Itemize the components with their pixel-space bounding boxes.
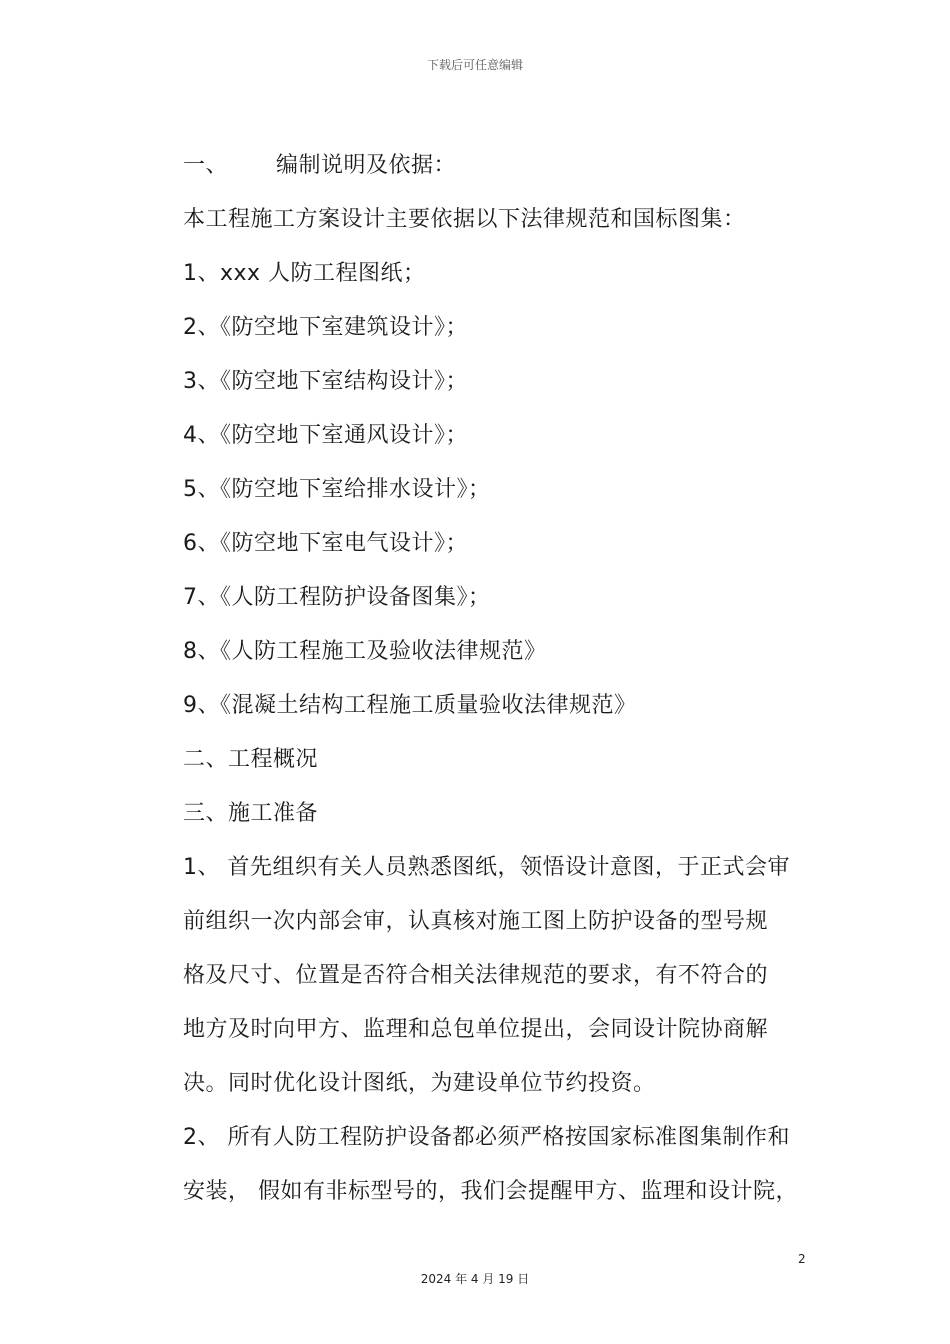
paragraph-line: 1、 首先组织有关人员熟悉图纸，领悟设计意图，于正式会审 [183, 855, 790, 880]
prep-paragraph-2 [183, 1111, 823, 1219]
header-note: 下载后可任意编辑 [426, 58, 523, 72]
basis-item: 5、《防空地下室给排水设计》； [183, 477, 491, 502]
footer-date: 2024 年 4 月 19 日 [420, 1272, 530, 1286]
paragraph-line: 决。同时优化设计图纸，为建设单位节约投资。 [183, 1071, 656, 1096]
basis-item: 8、《人防工程施工及验收法律规范》 [183, 639, 547, 664]
paragraph-line: 地方及时向甲方、监理和总包单位提出，会同设计院协商解 [183, 1017, 769, 1042]
section-1-number: 一、 [183, 153, 229, 178]
paragraph-line: 格及尺寸、位置是否符合相关法律规范的要求，有不符合的 [183, 963, 769, 988]
document-body [183, 139, 823, 1219]
intro-text: 本工程施工方案设计主要依据以下法律规范和国标图集： [183, 207, 746, 232]
page-number: 2 [798, 1252, 806, 1266]
basis-item: 1、xxx 人防工程图纸； [183, 261, 426, 286]
basis-item: 3、《防空地下室结构设计》； [183, 369, 468, 394]
basis-item: 4、《防空地下室通风设计》； [183, 423, 468, 448]
section-2-heading: 二、工程概况 [183, 747, 319, 772]
paragraph-line: 安装， 假如有非标型号的，我们会提醒甲方、监理和设计院， [183, 1179, 798, 1204]
basis-item: 7、《人防工程防护设备图集》； [183, 585, 491, 610]
basis-item: 9、《混凝土结构工程施工质量验收法律规范》 [183, 693, 637, 718]
section-3-heading: 三、施工准备 [183, 801, 319, 826]
section-1-title: 编制说明及依据： [276, 153, 457, 178]
basis-item: 2、《防空地下室建筑设计》； [183, 315, 468, 340]
section-1-heading [183, 139, 823, 193]
prep-paragraph-1 [183, 841, 823, 1111]
paragraph-line: 前组织一次内部会审，认真核对施工图上防护设备的型号规 [183, 909, 769, 934]
basis-item: 6、《防空地下室电气设计》； [183, 531, 468, 556]
paragraph-line: 2、 所有人防工程防护设备都必须严格按国家标准图集制作和 [183, 1125, 790, 1150]
